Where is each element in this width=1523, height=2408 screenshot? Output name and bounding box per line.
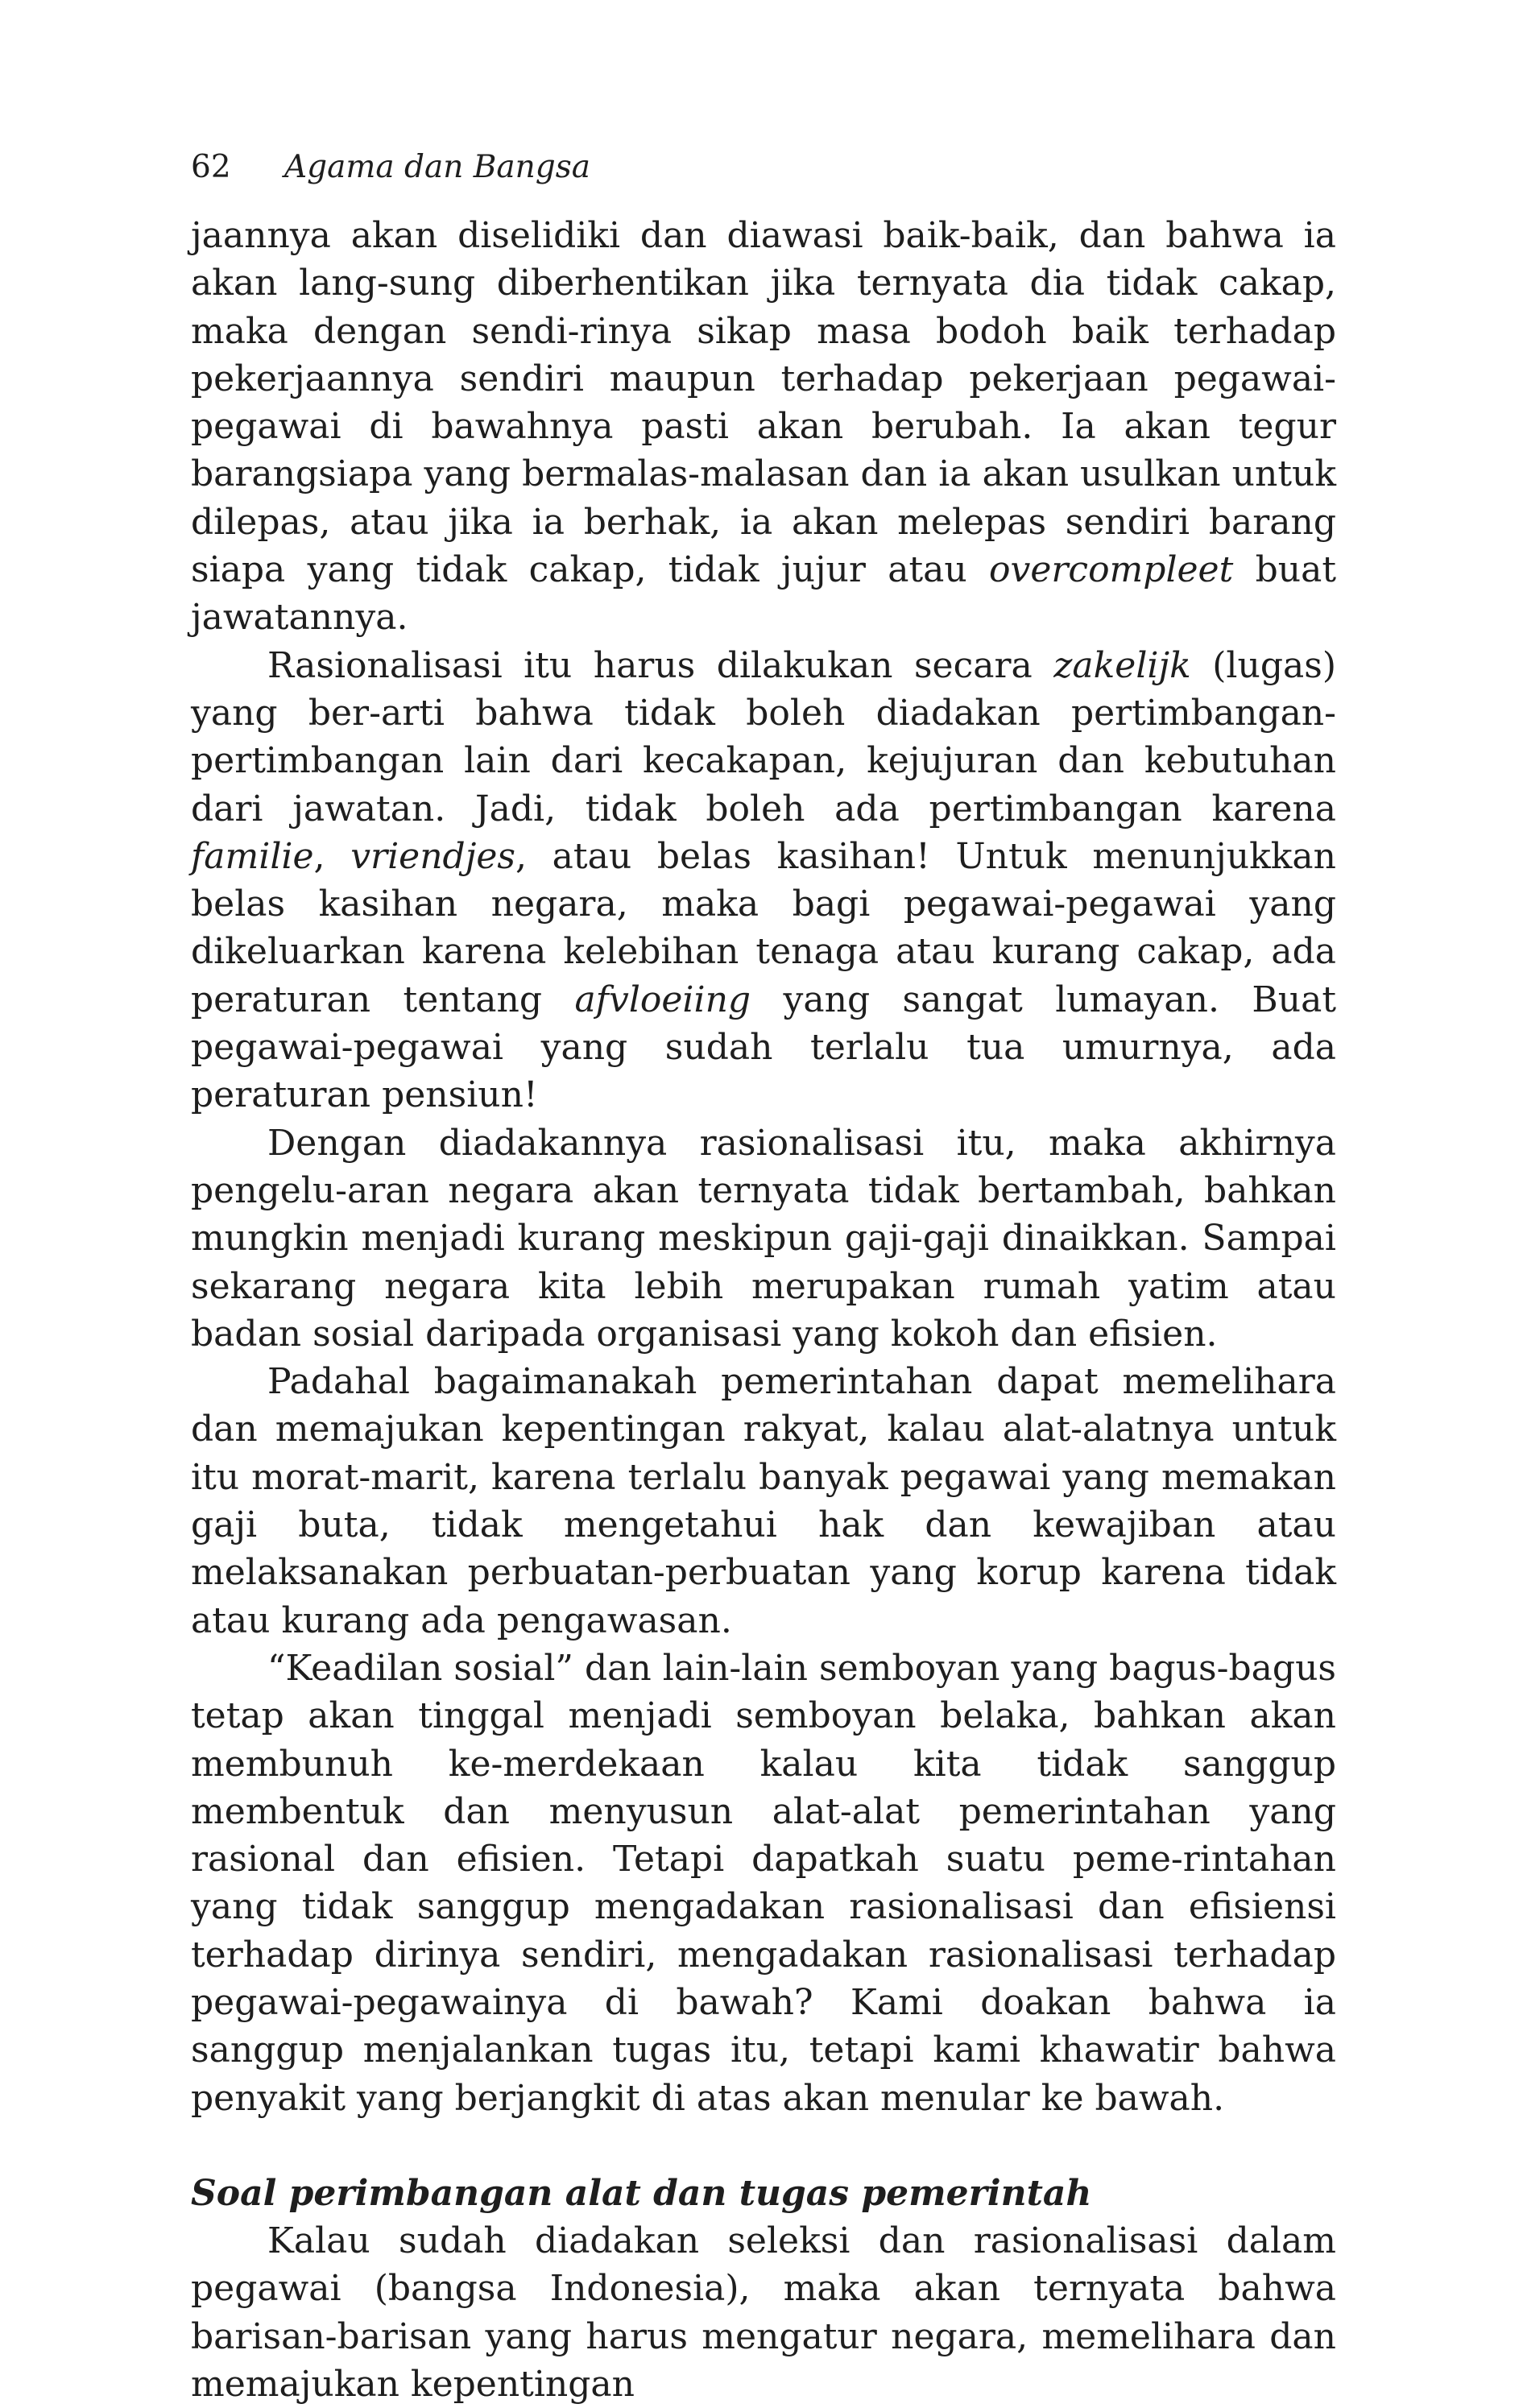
- italic-term: familie: [191, 835, 314, 877]
- text-run: yang sangat lumayan. Buat pegawai-pegawai yang sudah terlalu tua umurnya, ada peraturan pensiun!: [191, 979, 1337, 1116]
- body-text: [191, 212, 1336, 2408]
- paragraph-padahal: Padahal bagaimanakah pemerintahan dapat memelihara dan memajukan kepentingan rakyat, kalau alat-alatnya untuk itu morat-marit, karena terlalu banyak pegawai yang memakan gaji buta, tidak mengetahui hak dan kewajiban atau melaksanakan perbuatan-perbuatan yang korup karena tidak atau kurang ada pengawasan.: [191, 1361, 1336, 1641]
- page-number: 62: [191, 149, 231, 185]
- paragraph-pengeluaran: Dengan diadakannya rasionalisasi itu, maka akhirnya pengelu-aran negara akan ternyata tidak bertambah, bahkan mungkin menjadi kurang meskipun gaji-gaji dinaikkan. Sampai sekarang negara kita lebih merupakan rumah yatim atau badan sosial daripada organisasi yang kokoh dan efisien.: [191, 1122, 1336, 1355]
- italic-term: vriendjes: [350, 835, 515, 877]
- running-header: [191, 147, 590, 188]
- italic-term: afvloeiing: [574, 979, 751, 1020]
- italic-term: overcompleet: [989, 549, 1234, 591]
- text-run: (lugas) yang ber-arti bahwa tidak boleh diadakan pertimbangan-pertimbangan lain dari kecakapan, kejujuran dan kebutuhan dari jawatan. Jadi, tidak boleh ada pertimbangan karena: [191, 644, 1336, 830]
- book-title: Agama dan Bangsa: [284, 149, 591, 185]
- text-run: , atau belas kasihan! Untuk menunjukkan belas kasihan negara, maka bagi pegawai-pegawai yang dikeluarkan karena kelebihan tenaga atau kurang cakap, ada peraturan tentang: [191, 835, 1336, 1020]
- text-run: jaannya akan diselidiki dan diawasi baik-baik, dan bahwa ia akan lang-sung diberhentikan jika ternyata dia tidak cakap, maka dengan sendi-rinya sikap masa bodoh baik terhadap pekerjaannya sendiri maupun terhadap pekerjaan pegawai-pegawai di bawahnya pasti akan berubah. Ia akan tegur barangsiapa yang bermalas-malasan dan ia akan usulkan untuk dilepas, atau jika ia berhak, ia akan melepas sendiri barang siapa yang tidak cakap, tidak jujur atau: [191, 215, 1336, 591]
- text-run: buat jawatannya.: [191, 549, 1336, 639]
- text-run: ,: [313, 835, 351, 877]
- paragraph-continuation: [191, 212, 1336, 642]
- text-run: Rasionalisasi itu harus dilakukan secara: [267, 644, 1054, 686]
- paragraph-rasionalisasi: [191, 642, 1336, 1119]
- paragraph-section-start: Kalau sudah diadakan seleksi dan rasionalisasi dalam pegawai (bangsa Indonesia), maka akan ternyata bahwa barisan-barisan yang harus mengatur negara, memelihara dan memajukan kepentingan: [191, 2220, 1336, 2406]
- section-heading: Soal perimbangan alat dan tugas pemerintah: [191, 2172, 1092, 2214]
- italic-term: zakelijk: [1053, 644, 1191, 686]
- paragraph-keadilan-sosial: “Keadilan sosial” dan lain-lain semboyan yang bagus-bagus tetap akan tinggal menjadi semboyan belaka, bahkan akan membunuh ke-merdekaan kalau kita tidak sanggup membentuk dan menyusun alat-alat pemerintahan yang rasional dan efisien. Tetapi dapatkah suatu peme-rintahan yang tidak sanggup mengadakan rasionalisasi dan efisiensi terhadap dirinya sendiri, mengadakan rasionalisasi terhadap pegawai-pegawainya di bawah? Kami doakan bahwa ia sanggup menjalankan tugas itu, tetapi kami khawatir bahwa penyakit yang berjangkit di atas akan menular ke bawah.: [191, 1647, 1336, 2119]
